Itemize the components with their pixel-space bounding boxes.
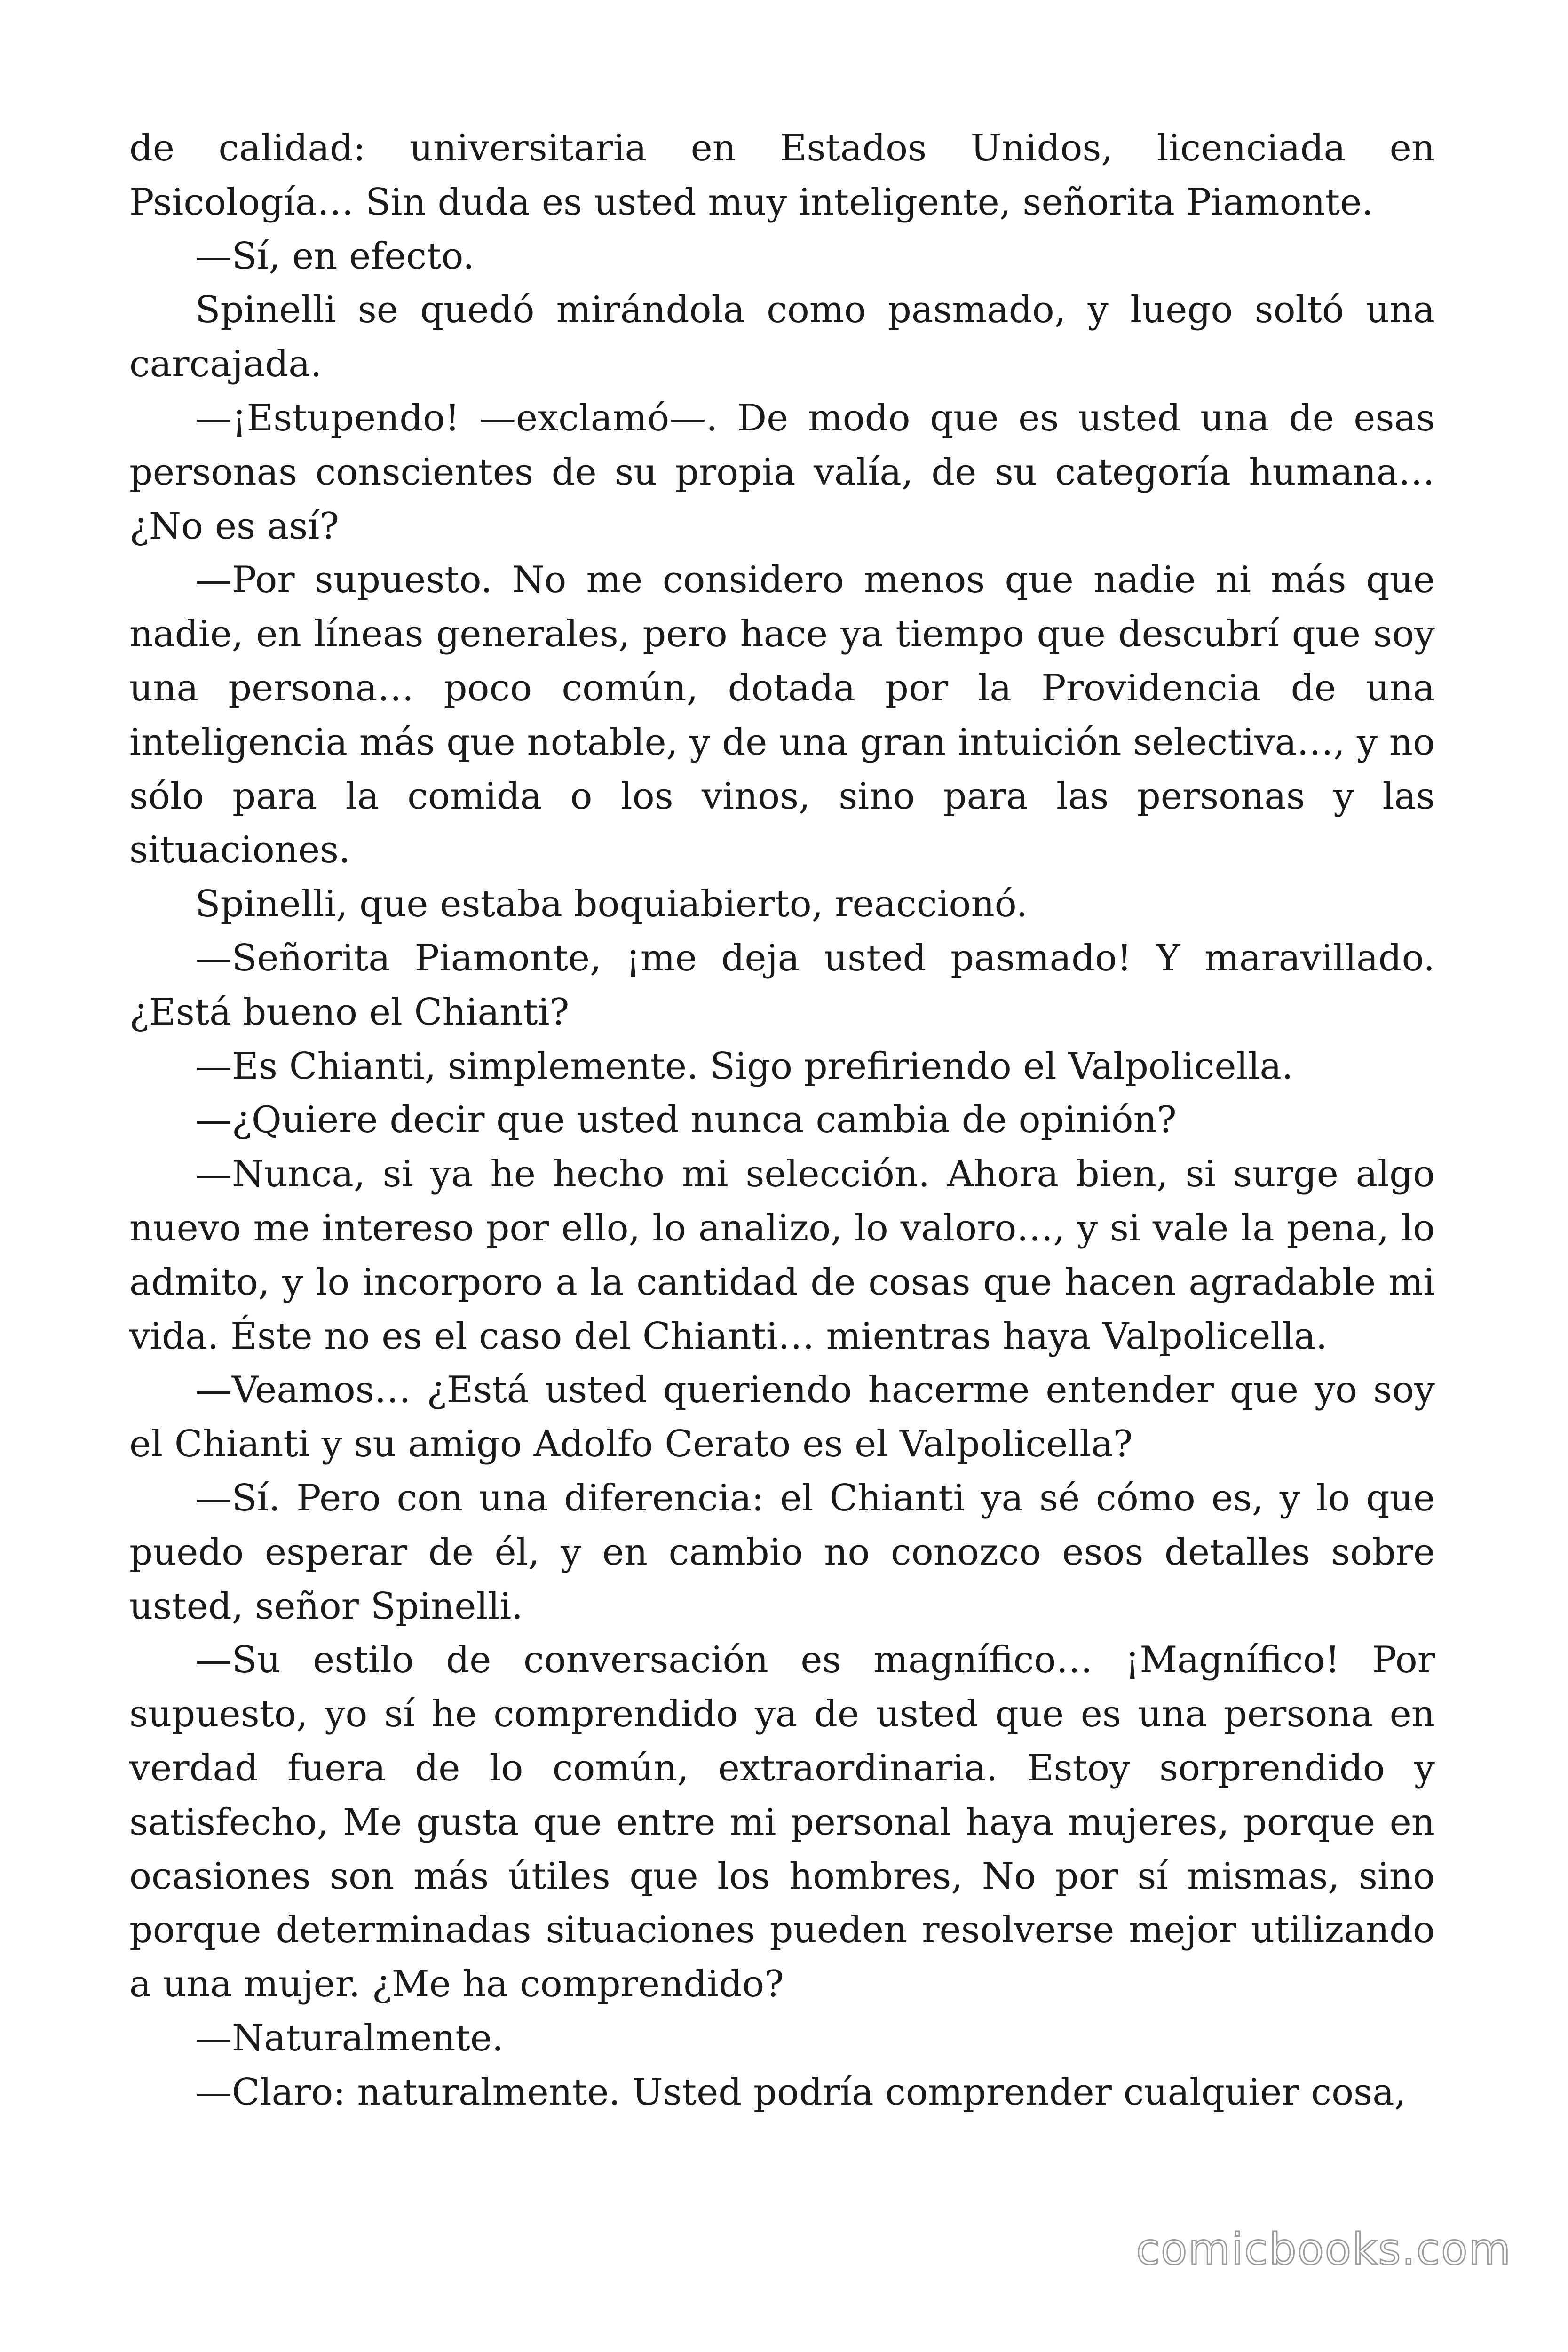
- watermark-text: comicbooks.com: [1136, 2224, 1512, 2274]
- text-column: [129, 121, 1435, 2119]
- paragraph: —Nunca, si ya he hecho mi selección. Ahora bien, si surge algo nuevo me intereso por ello, lo analizo, lo valoro…, y si vale la pena, lo admito, y lo incorporo a la cantidad de cosas que hacen agradable mi vida. Éste no es el caso del Chianti… mientras haya Valpolicella.: [129, 1153, 1435, 1358]
- paragraph: —Veamos… ¿Está usted queriendo hacerme entender que yo soy el Chianti y su amigo Adolfo Cerato es el Valpolicella?: [129, 1369, 1435, 1466]
- paragraph: —Claro: naturalmente. Usted podría comprender cualquier cosa,: [195, 2071, 1406, 2114]
- paragraph: —Sí, en efecto.: [195, 235, 475, 278]
- paragraph: —¿Quiere decir que usted nunca cambia de opinión?: [195, 1099, 1177, 1142]
- paragraph: —Es Chianti, simplemente. Sigo prefiriendo el Valpolicella.: [195, 1045, 1293, 1088]
- paragraph: —¡Estupendo! —exclamó—. De modo que es usted una de esas personas conscientes de su propia valía, de su categoría humana… ¿No es así?: [129, 397, 1435, 548]
- paragraph: —Sí. Pero con una diferencia: el Chianti ya sé cómo es, y lo que puedo esperar de él, y en cambio no conozco esos detalles sobre usted, señor Spinelli.: [129, 1477, 1435, 1628]
- paragraph: —Señorita Piamonte, ¡me deja usted pasmado! Y maravillado. ¿Está bueno el Chianti?: [129, 937, 1435, 1033]
- paragraph: —Su estilo de conversación es magnífico… ¡Magnífico! Por supuesto, yo sí he comprendido ya de usted que es una persona en verdad fuera de lo común, extraordinaria. Estoy sorprendido y satisfecho, Me gusta que entre mi personal haya mujeres, porque en ocasiones son más útiles que los hombres, No por sí mismas, sino porque determinadas situaciones pueden resolverse mejor utilizando a una mujer. ¿Me ha comprendido?: [129, 1639, 1435, 2006]
- paragraph: de calidad: universitaria en Estados Unidos, licenciada en Psicología… Sin duda es usted muy inteligente, señorita Piamonte.: [129, 127, 1435, 223]
- paragraph: Spinelli se quedó mirándola como pasmado, y luego soltó una carcajada.: [129, 289, 1435, 386]
- paragraph: Spinelli, que estaba boquiabierto, reaccionó.: [195, 883, 1028, 926]
- paragraph: —Por supuesto. No me considero menos que nadie ni más que nadie, en líneas generales, pero hace ya tiempo que descubrí que soy una persona… poco común, dotada por la Providencia de una inteligencia más que notable, y de una gran intuición selectiva…, y no sólo para la comida o los vinos, sino para las personas y las situaciones.: [129, 559, 1435, 872]
- paragraph: —Naturalmente.: [195, 2017, 504, 2059]
